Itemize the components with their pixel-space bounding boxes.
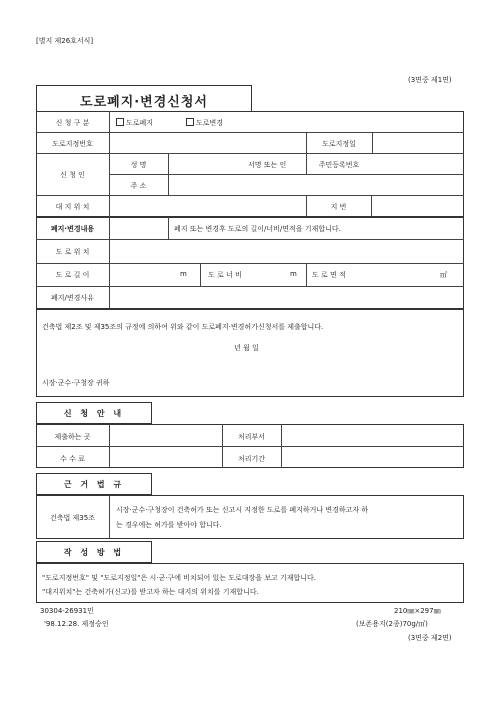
footer-code: 30304-26931민 xyxy=(40,607,94,615)
fee-label: 수 수 료 xyxy=(60,455,85,463)
address-label: 주 소 xyxy=(130,182,147,190)
applicant-label: 신 청 인 xyxy=(60,171,85,179)
method-line-1: "도로지정번호" 및 "도로지정일"은 시·군·구에 비치되어 있는 도로대장을 보고 기재합니다. xyxy=(42,574,317,582)
statement-date: 년 월 일 xyxy=(234,344,259,352)
statement-recipient: 시장·군수·구청장 귀하 xyxy=(42,379,110,387)
page-number-top: (3면중 제1면) xyxy=(408,76,452,84)
road-location-label: 도 로 위 치 xyxy=(55,248,90,256)
resid-label: 주민등록번호 xyxy=(318,161,360,169)
lot-label: 지 번 xyxy=(330,203,347,211)
footer-paper: (보존용지(2종)70g/㎡) xyxy=(356,620,428,628)
method-line-2: "대지위치"는 건축허가(신고)를 받고자 하는 대지의 위치를 기재합니다. xyxy=(42,588,259,596)
submit-place-label: 제출하는 곳 xyxy=(54,433,91,441)
width-unit: m xyxy=(290,270,297,278)
footer-approved: '98.12.28. 제정승인 xyxy=(44,620,109,628)
site-label: 대 지 위 치 xyxy=(55,203,90,211)
period-label: 처리기간 xyxy=(237,455,266,463)
checkbox-icon[interactable] xyxy=(186,118,194,126)
law-text-2: 는 경우에는 허가를 받아야 합니다. xyxy=(116,521,222,529)
statement-text: 건축법 제2조 및 제35조의 규정에 의하여 위와 같이 도로폐지·변경허가신청서를 제출합니다. xyxy=(42,323,324,331)
form-code: [별지 제26호서식] xyxy=(36,37,94,45)
method-header: 작 성 방 법 xyxy=(63,548,125,557)
road-width-label: 도 로 너 비 xyxy=(208,271,242,279)
law-text-1: 시장·군수·구청장이 건축허가 또는 신고시 지정한 도로를 폐지하거나 변경하고자 하 xyxy=(116,506,369,514)
apply-type-label: 신 청 구 분 xyxy=(55,119,90,127)
change-note: 폐지 또는 변경후 도로의 길이/너비/면적을 기재합니다. xyxy=(174,225,341,233)
guide-header: 신 청 안 내 xyxy=(63,409,125,418)
length-unit: m xyxy=(180,270,187,278)
page-title: 도로폐지·변경신청서 xyxy=(80,95,208,110)
checkbox-icon[interactable] xyxy=(116,118,124,126)
reason-label: 폐지/변경사유 xyxy=(51,294,94,302)
law-article: 건축법 제35조 xyxy=(50,514,95,522)
name-label: 성 명 xyxy=(130,161,147,169)
road-date-label: 도로지정일 xyxy=(322,140,356,148)
law-header: 근 거 법 규 xyxy=(63,480,125,489)
footer-size: 210㎜×297㎜ xyxy=(394,607,441,615)
road-no-label: 도로지정번호 xyxy=(52,140,93,148)
change-header: 폐지·변경내용 xyxy=(50,225,95,233)
dept-label: 처리부서 xyxy=(237,433,266,441)
method-section xyxy=(36,563,464,603)
page-number-bottom: (3면중 제2면) xyxy=(408,634,452,642)
sign-label: 서명 또는 인 xyxy=(248,161,287,169)
option-road-change[interactable]: 도로변경 xyxy=(186,118,223,128)
option-road-close[interactable]: 도로폐지 xyxy=(116,118,153,128)
area-unit: ㎡ xyxy=(440,271,447,279)
road-length-label: 도 로 길 이 xyxy=(55,271,90,279)
road-area-label: 도 로 면 적 xyxy=(312,271,346,279)
